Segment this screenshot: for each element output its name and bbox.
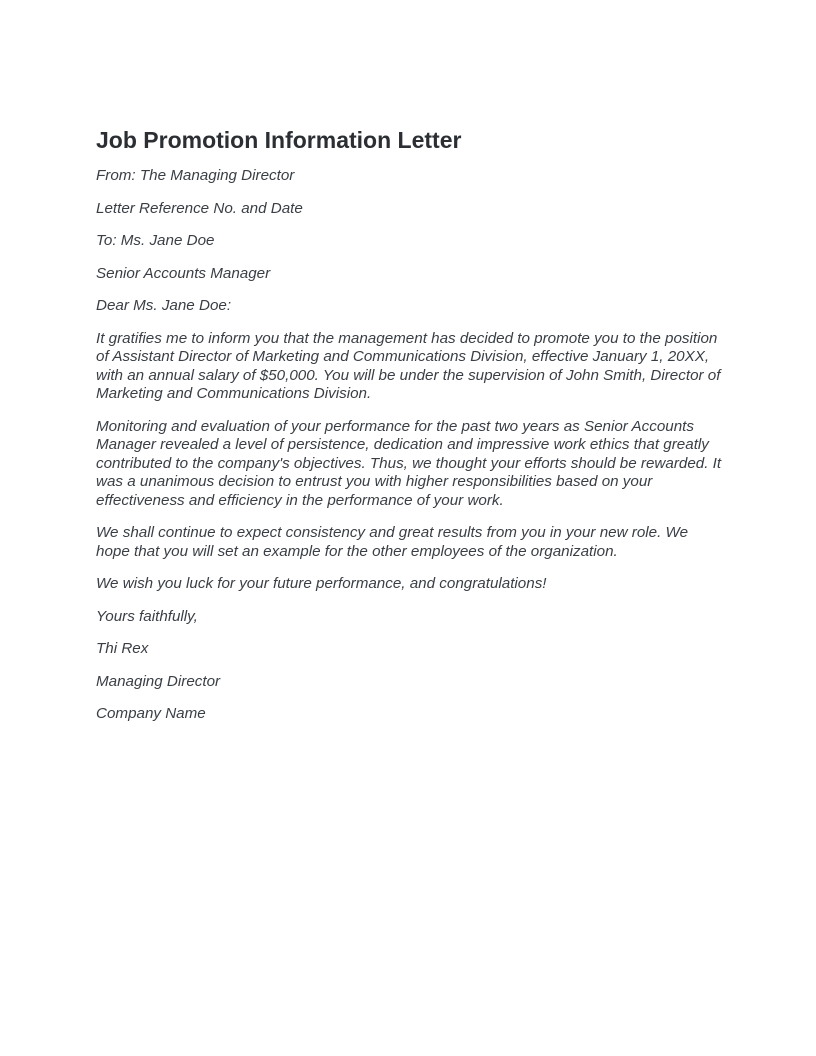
complimentary-close: Yours faithfully, bbox=[96, 607, 198, 625]
recipient-line: To: Ms. Jane Doe bbox=[96, 232, 215, 249]
closing-wishes: We wish you luck for your future performance, and congratulations! bbox=[96, 575, 547, 592]
letter-title: Job Promotion Information Letter bbox=[96, 127, 462, 153]
recipient-title-line: Senior Accounts Manager bbox=[96, 264, 271, 282]
reference-line: Letter Reference No. and Date bbox=[96, 199, 303, 217]
letter-body bbox=[96, 167, 722, 724]
body-paragraph-evaluation: Monitoring and evaluation of your performance for the past two years as Senior Accounts Manager revealed a level of persistence, dedication and impressive work ethics that greatly contributed to the company's objectives. Thus, we thought your efforts should be rewarded. It was a unanimous decision to entrust you with higher responsibilities based on your effectiveness and efficiency in the performance of your work. bbox=[96, 417, 722, 509]
signer-name: Thi Rex bbox=[96, 640, 149, 657]
from-line: From: The Managing Director bbox=[96, 167, 295, 184]
letter-page bbox=[96, 124, 722, 738]
body-paragraph-expectation: We shall continue to expect consistency and great results from you in your new role. We hope that you will set an example for the other employees of the organization. bbox=[96, 524, 689, 560]
signer-title: Managing Director bbox=[96, 672, 221, 690]
company-name: Company Name bbox=[96, 705, 206, 722]
salutation: Dear Ms. Jane Doe: bbox=[96, 297, 232, 314]
body-paragraph-promotion: It gratifies me to inform you that the management has decided to promote you to the position of Assistant Director of Marketing and Communications Division, effective January 1, 20XX, with an annual salary of $50,000. You will be under the supervision of John Smith, Director of Marketing and Communications Division. bbox=[96, 329, 721, 402]
